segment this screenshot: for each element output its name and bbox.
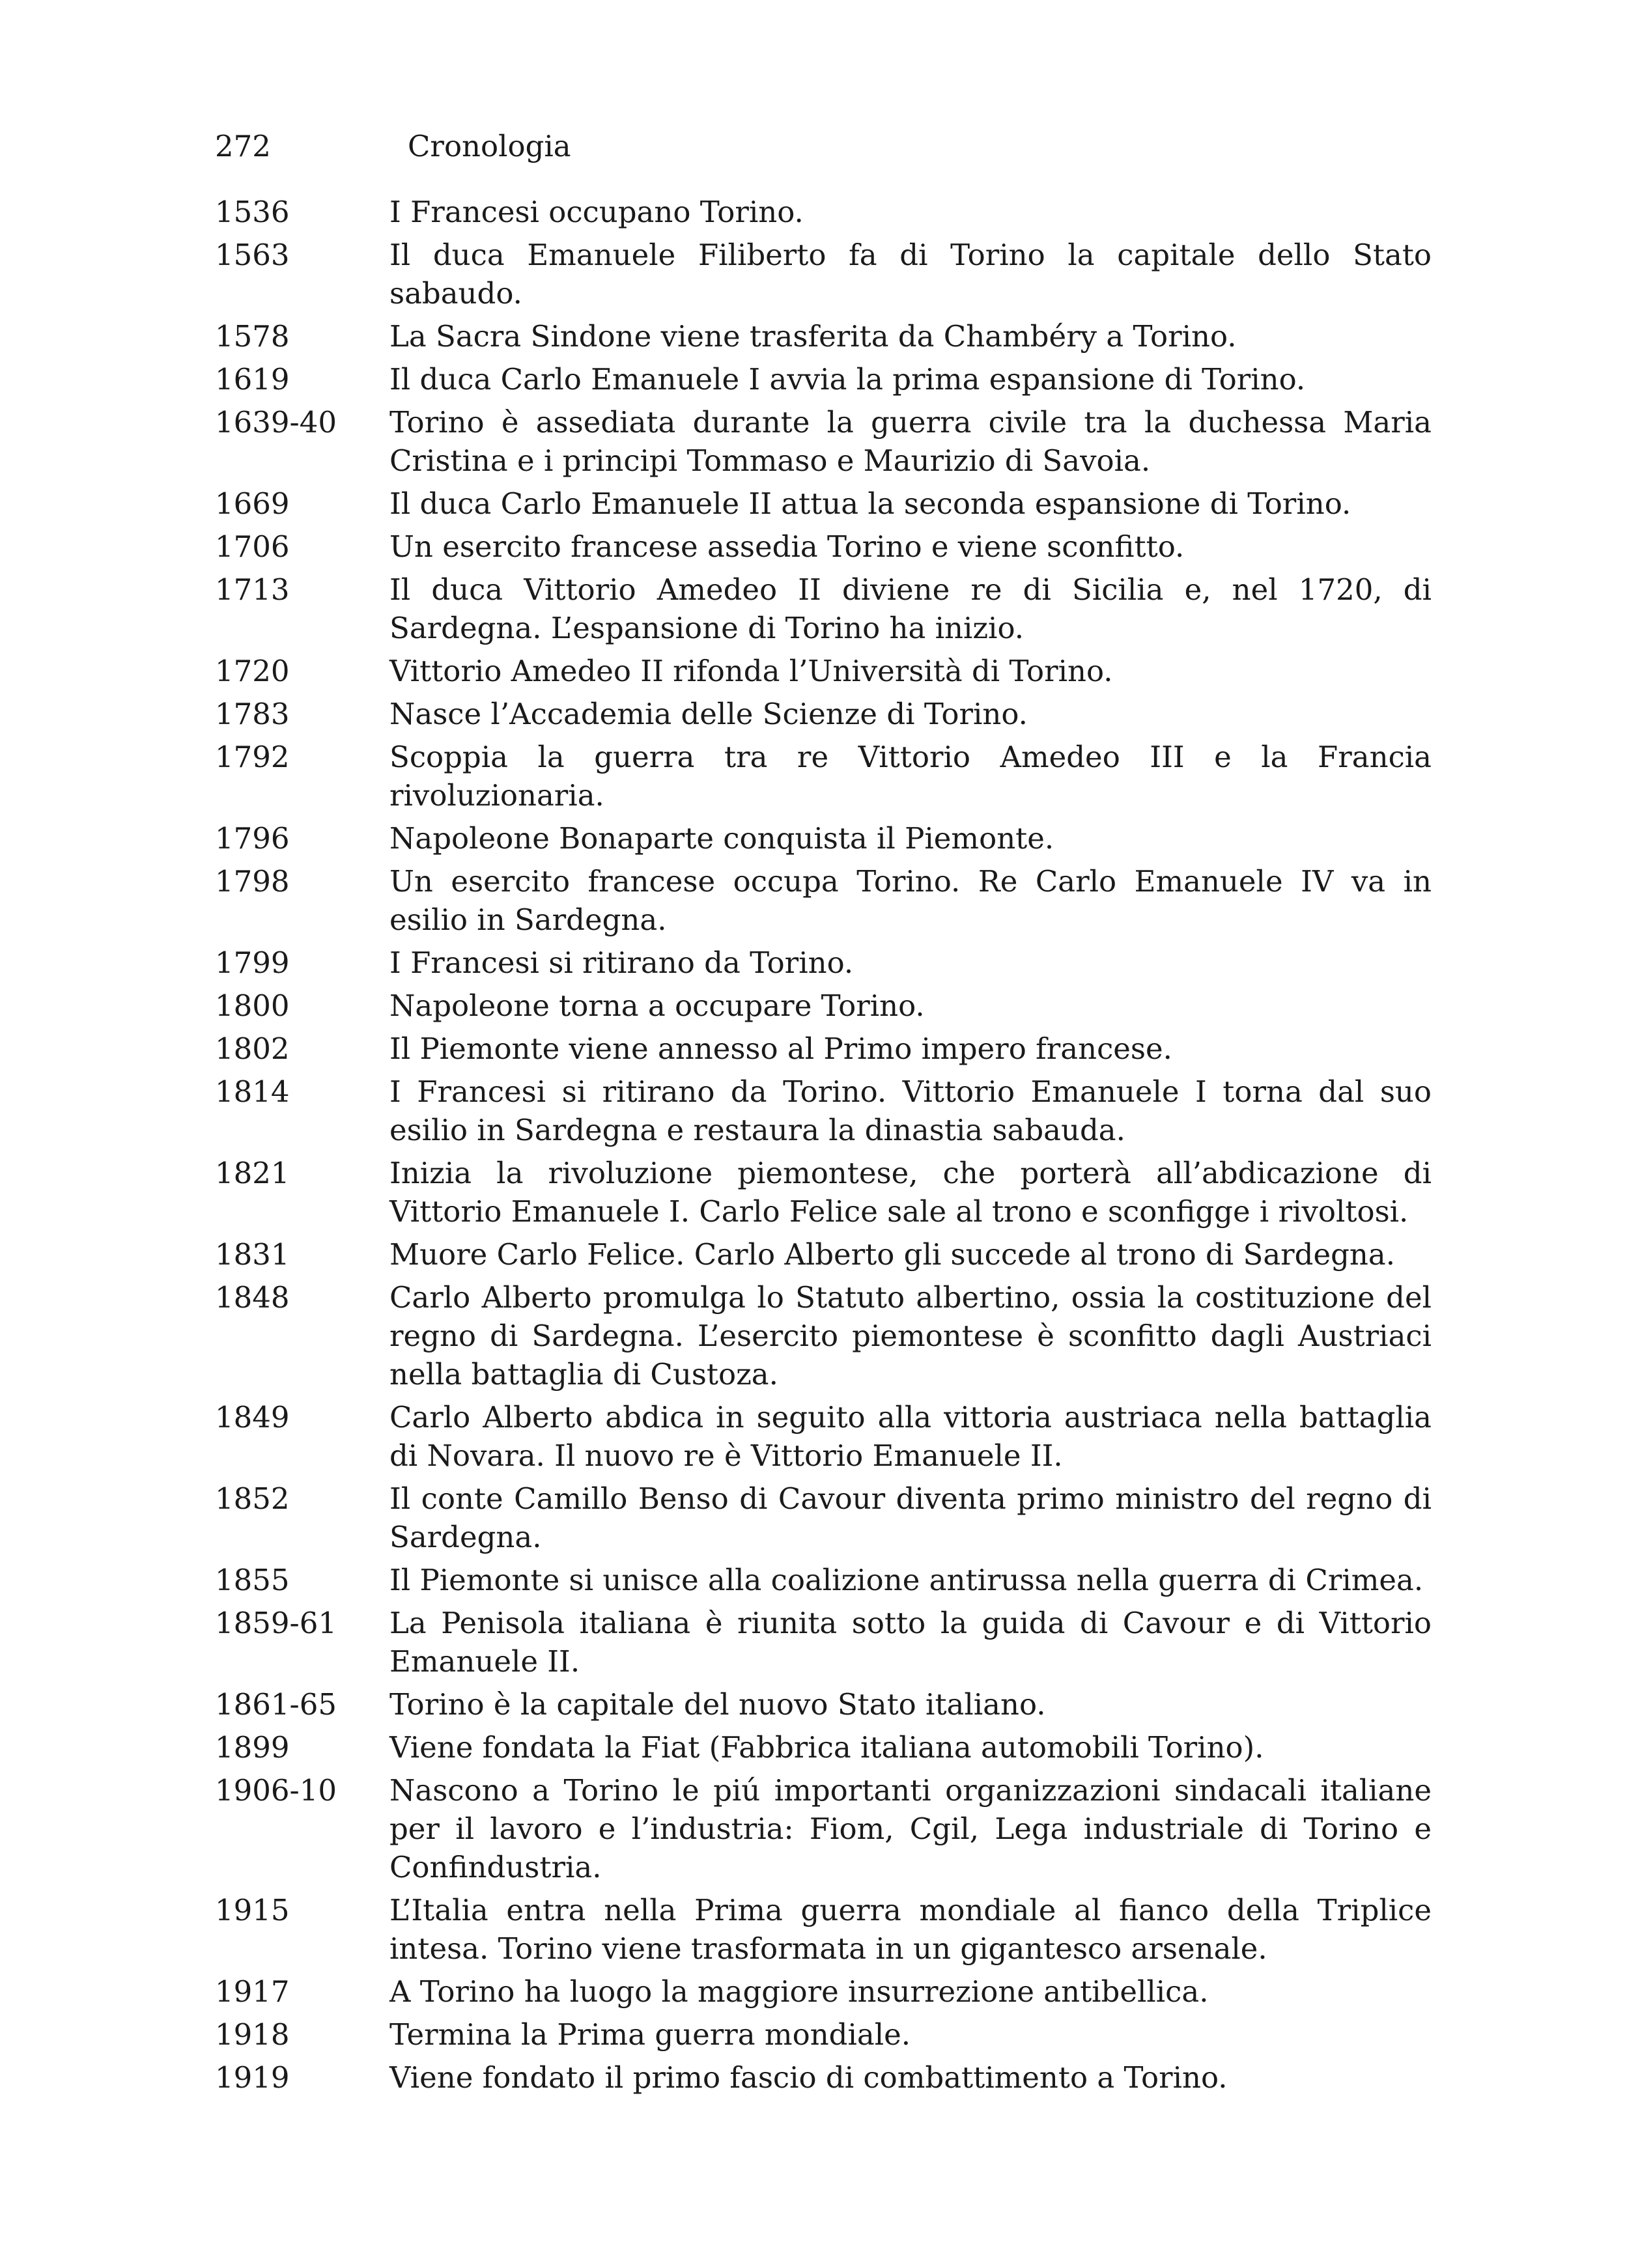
chronology-entry: [215, 527, 1432, 566]
entry-year: 1799: [215, 945, 290, 980]
entry-year: 1855: [215, 1563, 290, 1597]
entry-text: Scoppia la guerra tra re Vittorio Amedeo III e la Francia rivoluzionaria.: [389, 740, 1432, 813]
chronology-entry: [215, 944, 1432, 982]
entry-text: Un esercito francese occupa Torino. Re Carlo Emanuele IV va in esilio in Sardegna.: [389, 864, 1432, 937]
entry-year: 1831: [215, 1237, 290, 1272]
entry-year: 1669: [215, 486, 290, 521]
chronology-entry: [215, 1479, 1432, 1556]
chronology-entry: [215, 738, 1432, 815]
entry-text: I Francesi si ritirano da Torino.: [389, 945, 854, 980]
chronology-entry: [215, 236, 1432, 313]
chronology-list: [215, 193, 1432, 2101]
entry-year: 1919: [215, 2060, 290, 2095]
entry-text: Viene fondata la Fiat (Fabbrica italiana automobili Torino).: [389, 1730, 1264, 1765]
entry-year: 1821: [215, 1156, 290, 1190]
chronology-entry: [215, 1972, 1432, 2011]
chronology-entry: [215, 570, 1432, 647]
chronology-entry: [215, 862, 1432, 939]
entry-text: A Torino ha luogo la maggiore insurrezione antibellica.: [389, 1974, 1209, 2009]
entry-year: 1848: [215, 1280, 290, 1315]
entry-text: Il conte Camillo Benso di Cavour diventa primo ministro del regno di Sardegna.: [389, 1481, 1432, 1554]
chronology-entry: [215, 1771, 1432, 1886]
entry-year: 1619: [215, 362, 290, 397]
entry-year: 1918: [215, 2017, 290, 2052]
chronology-entry: [215, 1235, 1432, 1274]
entry-year: 1814: [215, 1074, 290, 1109]
entry-text: Un esercito francese assedia Torino e viene sconfitto.: [389, 529, 1185, 564]
entry-year: 1536: [215, 195, 290, 229]
entry-text: Nasce l’Accademia delle Scienze di Torino.: [389, 697, 1028, 731]
entry-year: 1713: [215, 572, 290, 607]
entry-year: 1578: [215, 319, 290, 354]
chronology-entry: [215, 1685, 1432, 1724]
entry-year: 1861-65: [215, 1687, 337, 1722]
entry-text: I Francesi si ritirano da Torino. Vittorio Emanuele I torna dal suo esilio in Sardegna e restaura la dinastia sabauda.: [389, 1074, 1432, 1147]
entry-text: Nascono a Torino le piú importanti organizzazioni sindacali italiane per il lavoro e l’industria: Fiom, Cgil, Lega industriale di Torino e Confindustria.: [389, 1773, 1432, 1884]
running-head: [215, 124, 1433, 169]
entry-year: 1706: [215, 529, 290, 564]
entry-text: Il Piemonte viene annesso al Primo impero francese.: [389, 1031, 1172, 1066]
chronology-entry: [215, 695, 1432, 733]
entry-text: Muore Carlo Felice. Carlo Alberto gli succede al trono di Sardegna.: [389, 1237, 1396, 1272]
chronology-entry: [215, 317, 1432, 356]
chronology-entry: [215, 987, 1432, 1025]
entry-text: Napoleone torna a occupare Torino.: [389, 988, 925, 1023]
chronology-entry: [215, 403, 1432, 480]
entry-text: Il duca Carlo Emanuele I avvia la prima espansione di Torino.: [389, 362, 1306, 397]
entry-year: 1859-61: [215, 1606, 337, 1640]
chronology-entry: [215, 652, 1432, 690]
chronology-entry: [215, 1029, 1432, 1068]
entry-text: Il duca Vittorio Amedeo II diviene re di Sicilia e, nel 1720, di Sardegna. L’espansione di Torino ha inizio.: [389, 572, 1432, 645]
chronology-entry: [215, 1604, 1432, 1681]
entry-year: 1798: [215, 864, 290, 899]
entry-year: 1802: [215, 1031, 290, 1066]
entry-text: Carlo Alberto promulga lo Statuto albertino, ossia la costituzione del regno di Sardegna. L’esercito piemontese è sconfitto dagli Austriaci nella battaglia di Custoza.: [389, 1280, 1432, 1392]
section-title: Cronologia: [408, 129, 571, 163]
entry-text: Inizia la rivoluzione piemontese, che porterà all’abdicazione di Vittorio Emanuele I. Carlo Felice sale al trono e sconfigge i rivoltosi.: [389, 1156, 1432, 1229]
entry-text: Viene fondato il primo fascio di combattimento a Torino.: [389, 2060, 1228, 2095]
chronology-entry: [215, 1154, 1432, 1231]
chronology-entry: [215, 484, 1432, 523]
entry-year: 1783: [215, 697, 290, 731]
chronology-entry: [215, 819, 1432, 858]
entry-year: 1852: [215, 1481, 290, 1516]
entry-text: Torino è la capitale del nuovo Stato italiano.: [389, 1687, 1046, 1722]
entry-year: 1796: [215, 821, 290, 856]
entry-year: 1800: [215, 988, 290, 1023]
entry-year: 1639-40: [215, 405, 337, 440]
entry-text: L’Italia entra nella Prima guerra mondiale al fianco della Triplice intesa. Torino viene trasformata in un gigantesco arsenale.: [389, 1893, 1432, 1966]
chronology-entry: [215, 1278, 1432, 1393]
page-number: 272: [215, 129, 271, 163]
entry-year: 1915: [215, 1893, 290, 1927]
entry-text: Il Piemonte si unisce alla coalizione antirussa nella guerra di Crimea.: [389, 1563, 1424, 1597]
entry-year: 1563: [215, 238, 290, 272]
chronology-entry: [215, 1728, 1432, 1767]
chronology-entry: [215, 193, 1432, 231]
entry-text: I Francesi occupano Torino.: [389, 195, 804, 229]
entry-text: Napoleone Bonaparte conquista il Piemonte.: [389, 821, 1054, 856]
entry-year: 1906-10: [215, 1773, 337, 1808]
entry-text: Carlo Alberto abdica in seguito alla vittoria austriaca nella battaglia di Novara. Il nuovo re è Vittorio Emanuele II.: [389, 1400, 1432, 1473]
entry-year: 1792: [215, 740, 290, 774]
entry-text: Il duca Carlo Emanuele II attua la seconda espansione di Torino.: [389, 486, 1351, 521]
entry-text: Vittorio Amedeo II rifonda l’Università di Torino.: [389, 654, 1113, 688]
chronology-entry: [215, 2015, 1432, 2054]
entry-year: 1899: [215, 1730, 290, 1765]
chronology-entry: [215, 1561, 1432, 1599]
chronology-entry: [215, 1072, 1432, 1149]
chronology-entry: [215, 360, 1432, 399]
entry-year: 1720: [215, 654, 290, 688]
entry-year: 1917: [215, 1974, 290, 2009]
entry-text: Torino è assediata durante la guerra civile tra la duchessa Maria Cristina e i principi Tommaso e Maurizio di Savoia.: [389, 405, 1432, 478]
chronology-entry: [215, 2058, 1432, 2097]
entry-text: Termina la Prima guerra mondiale.: [389, 2017, 911, 2052]
chronology-entry: [215, 1398, 1432, 1475]
entry-text: Il duca Emanuele Filiberto fa di Torino la capitale dello Stato sabaudo.: [389, 238, 1432, 311]
entry-text: La Penisola italiana è riunita sotto la guida di Cavour e di Vittorio Emanuele II.: [389, 1606, 1432, 1679]
entry-text: La Sacra Sindone viene trasferita da Chambéry a Torino.: [389, 319, 1237, 354]
chronology-entry: [215, 1891, 1432, 1968]
entry-year: 1849: [215, 1400, 290, 1435]
